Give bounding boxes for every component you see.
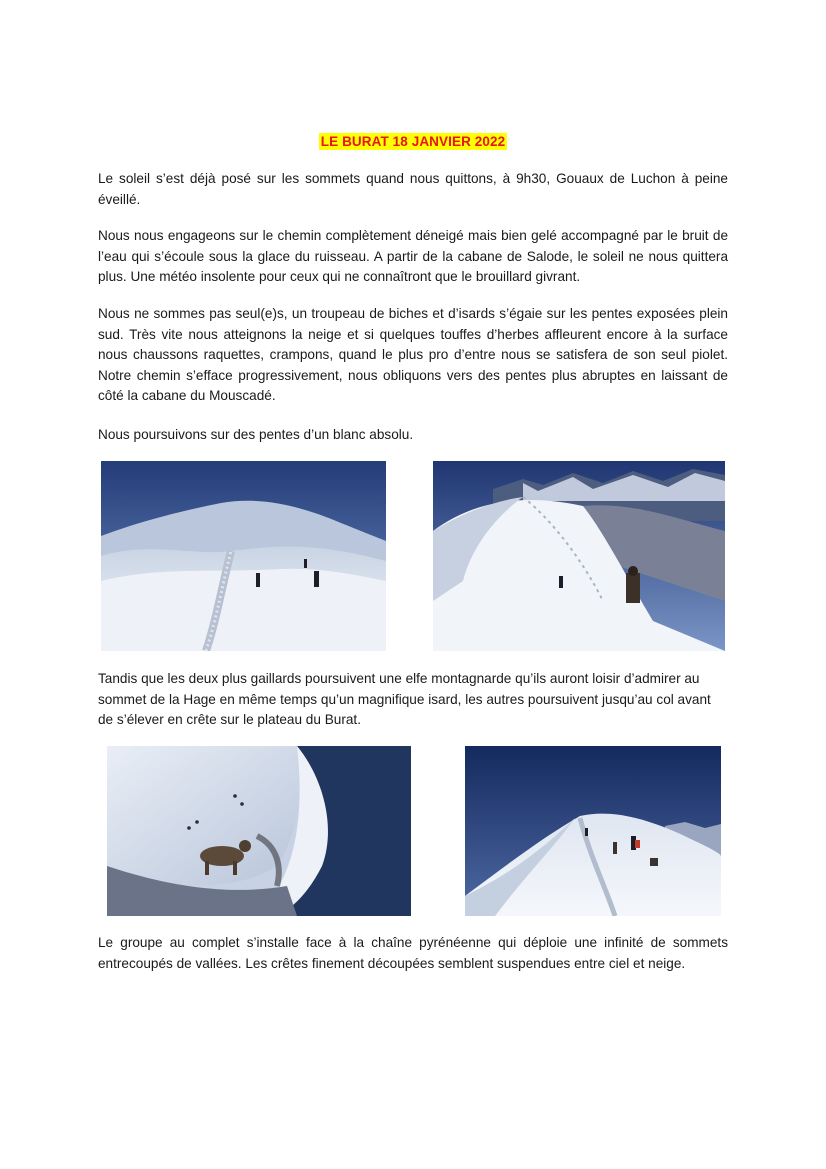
paragraph-6: Le groupe au complet s’installe face à la chaîne pyrénéenne qui déploie une infinité de sommets entrecoupés de vallées. Les crêtes finement découpées semblent suspendues entre ciel et neige. [98,935,728,971]
paragraph-4: Nous poursuivons sur des pentes d’un blanc absolu. [98,427,414,442]
photo-ridge-hiker-mountains [433,461,725,651]
photo-snowy-valley-hikers [101,461,386,651]
document-title: LE BURAT 18 JANVIER 2022 [320,134,506,149]
paragraph-1: Le soleil s’est déjà posé sur les sommets quand nous quittons, à 9h30, Gouaux de Luchon à peine éveillé. [98,171,728,207]
photo-hikers-snow-crest [465,746,721,916]
paragraph-2: Nous nous engageons sur le chemin complètement déneigé mais bien gelé accompagné par le bruit de l’eau qui s’écoule sous la glace du ruisseau. A partir de la cabane de Salode, le soleil ne nous quittera plus. Une météo insolente pour ceux qui ne connaîtront que le brouillard givrant. [98,228,728,285]
paragraph-5: Tandis que les deux plus gaillards poursuivent une elfe montagnarde qu’ils auront loisir d’admirer au sommet de la Hage en même temps qu’un magnifique isard, les autres poursuivent jusqu’au col avant de s’élever en crête sur le plateau du Burat. [98,671,711,728]
photo-chamois-cornice [107,746,411,916]
document-title-wrap [0,133,826,151]
paragraph-3: Nous ne sommes pas seul(e)s, un troupeau de biches et d’isards s’égaie sur les pentes exposées plein sud. Très vite nous atteignons la neige et si quelques touffes d’herbes affleurent encore à la surface nous chaussons raquettes, crampons, quand le plus pro d’entre nous se satisfera de son seul piolet. Notre chemin s’efface progressivement, nous obliquons vers des pentes plus abruptes en laissant de côté la cabane du Mouscadé. [98,306,728,404]
